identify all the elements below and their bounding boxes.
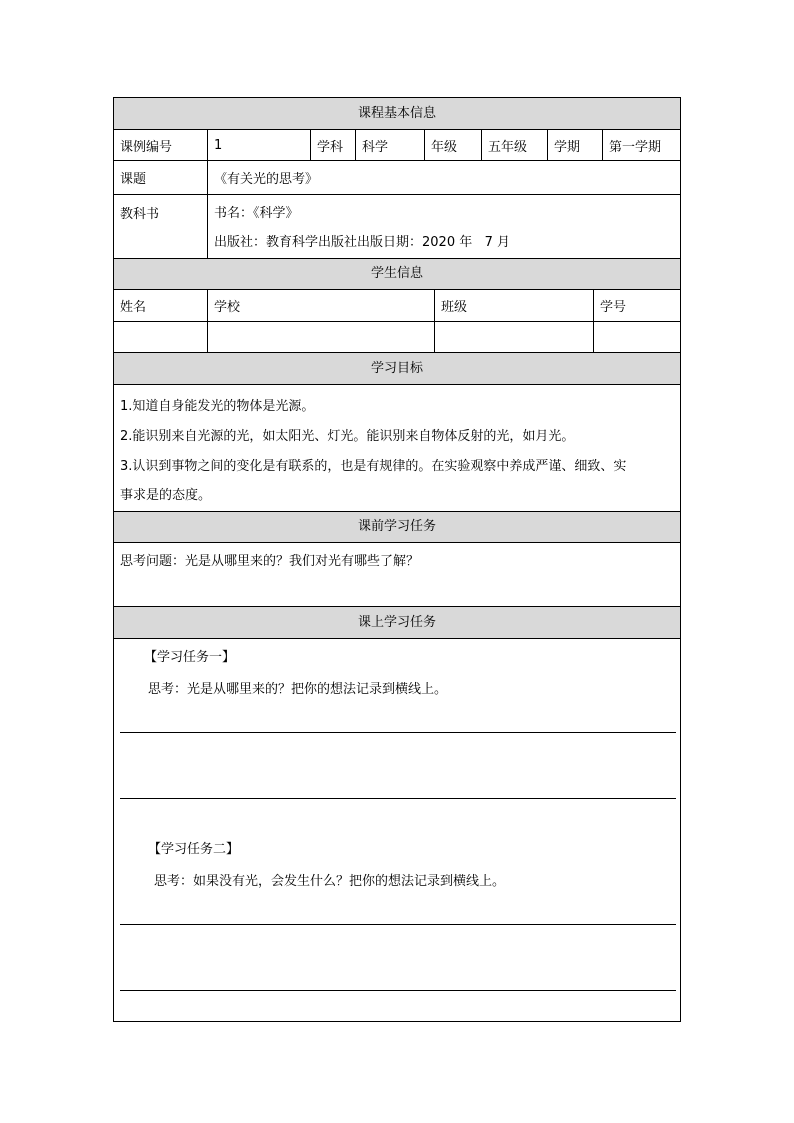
basic-info-row-3: [114, 195, 680, 259]
basic-info-row-1: [114, 130, 680, 161]
section-title: 学习目标: [370, 361, 423, 376]
task-1-title: 【学习任务一】: [144, 650, 236, 665]
answer-line-2[interactable]: [120, 798, 676, 799]
textbook-details: [207, 195, 680, 258]
student-name-field[interactable]: [114, 322, 207, 352]
student-id-label: 学号: [593, 290, 680, 321]
student-class-field[interactable]: [434, 322, 593, 352]
answer-line-3[interactable]: [120, 924, 676, 925]
student-class-label: 班级: [434, 290, 593, 321]
textbook-publisher: 出版社：教育科学出版社出版日期：2020 年 7 月: [214, 235, 511, 250]
pre-class-question: 思考问题：光是从哪里来的？我们对光有哪些了解？: [120, 554, 420, 569]
learning-goals-body: [114, 385, 680, 512]
goal-3-line-1: 3.认识到事物之间的变化是有联系的，也是有规律的。在实验观察中养成严谨、细致、实: [120, 459, 627, 474]
section-title: 课程基本信息: [357, 106, 436, 121]
grade-value: 五年级: [481, 130, 547, 160]
lesson-worksheet-table: [113, 97, 681, 1022]
student-school-label: 学校: [207, 290, 434, 321]
section-header-student-info: [114, 259, 680, 290]
goal-2: 2.能识别来自光源的光，如太阳光、灯光。能识别来自物体反射的光，如月光。: [120, 429, 575, 444]
textbook-name: 书名：《科学》: [214, 206, 299, 221]
student-school-field[interactable]: [207, 322, 434, 352]
subject-label: 学科: [310, 130, 355, 160]
textbook-label: 教科书: [120, 207, 160, 222]
section-header-in-class-task: [114, 607, 680, 639]
goal-1: 1.知道自身能发光的物体是光源。: [120, 399, 315, 414]
pre-class-task-body: [114, 543, 680, 607]
basic-info-row-2: [114, 161, 680, 195]
section-title: 学生信息: [370, 266, 423, 281]
term-value: 第一学期: [602, 130, 680, 160]
section-header-learning-goals: [114, 353, 680, 385]
answer-line-1[interactable]: [120, 732, 676, 733]
topic-label: 课题: [120, 172, 147, 187]
student-id-field[interactable]: [593, 322, 680, 352]
grade-label: 年级: [424, 130, 481, 160]
section-header-basic-info: [114, 98, 680, 130]
course-number-value: 1: [207, 130, 310, 160]
task-2-question: 思考：如果没有光，会发生什么？把你的想法记录到横线上。: [154, 874, 506, 889]
student-name-label: 姓名: [120, 300, 147, 315]
section-header-pre-class-task: [114, 512, 680, 543]
goal-3-line-2: 事求是的态度。: [120, 488, 212, 503]
task-1-question: 思考：光是从哪里来的？把你的想法记录到横线上。: [148, 682, 448, 697]
in-class-task-body: [114, 639, 680, 1021]
course-number-label: 课例编号: [120, 139, 173, 155]
section-title: 课前学习任务: [357, 519, 436, 534]
student-info-inputs: [114, 322, 680, 353]
section-title: 课上学习任务: [357, 615, 436, 630]
answer-line-4[interactable]: [120, 990, 676, 991]
task-2-title: 【学习任务二】: [148, 842, 240, 857]
subject-value: 科学: [355, 130, 424, 160]
term-label: 学期: [547, 130, 602, 160]
topic-value: 《有关光的思考》: [207, 161, 680, 194]
student-info-labels: [114, 290, 680, 322]
